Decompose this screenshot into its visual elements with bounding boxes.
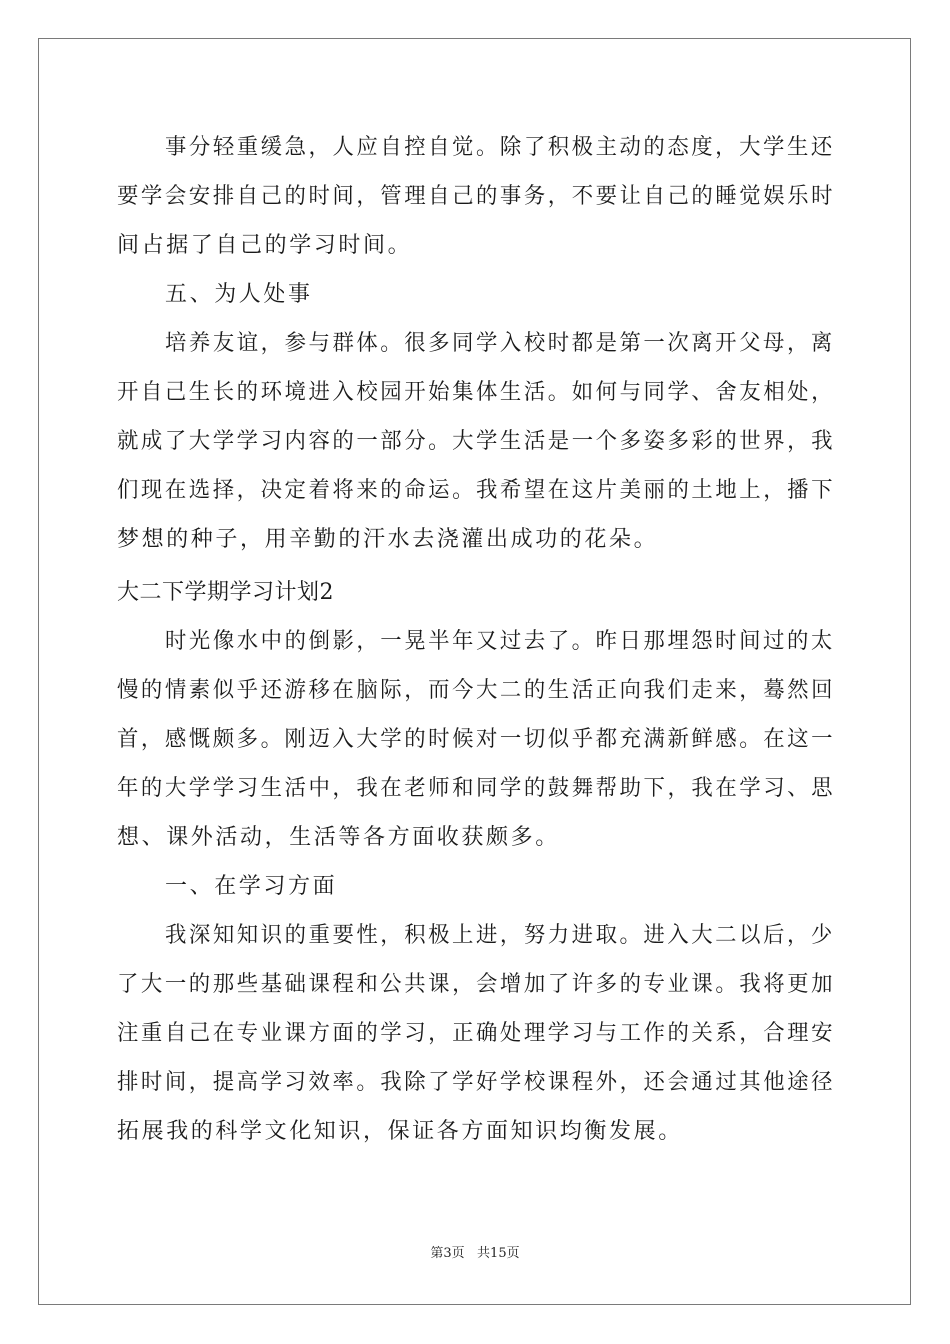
paragraph-line: 年的大学学习生活中，我在老师和同学的鼓舞帮助下，我在学习、思 <box>117 776 836 801</box>
section-heading: 五、为人处事 <box>165 282 313 307</box>
paragraph-line: 时光像水中的倒影，一晃半年又过去了。昨日那埋怨时间过的太 <box>165 629 835 654</box>
paragraph-line: 拓展我的科学文化知识，保证各方面知识均衡发展。 <box>117 1119 683 1144</box>
paragraph-line: 我深知知识的重要性，积极上进，努力进取。进入大二以后，少 <box>165 923 835 948</box>
paragraph-line: 了大一的那些基础课程和公共课，会增加了许多的专业课。我将更加 <box>117 972 836 997</box>
paragraph-line: 排时间，提高学习效率。我除了学好学校课程外，还会通过其他途径 <box>117 1070 836 1095</box>
page-border <box>38 38 911 1305</box>
paragraph-line: 首，感慨颇多。刚迈入大学的时候对一切似乎都充满新鲜感。在这一 <box>117 727 836 752</box>
page-number-footer: 第3页 共15页 <box>430 1246 520 1261</box>
paragraph-line: 培养友谊，参与群体。很多同学入校时都是第一次离开父母，离 <box>165 331 835 356</box>
paragraph-line: 要学会安排自己的时间，管理自己的事务，不要让自己的睡觉娱乐时 <box>117 184 836 209</box>
paragraph-line: 间占据了自己的学习时间。 <box>117 233 413 258</box>
paragraph-line: 慢的情素似乎还游移在脑际，而今大二的生活正向我们走来，蓦然回 <box>117 678 836 703</box>
paragraph-line: 开自己生长的环境进入校园开始集体生活。如何与同学、舍友相处， <box>117 380 836 405</box>
paragraph-line: 们现在选择，决定着将来的命运。我希望在这片美丽的土地上，播下 <box>117 478 836 503</box>
paragraph-line: 就成了大学学习内容的一部分。大学生活是一个多姿多彩的世界，我 <box>117 429 836 454</box>
paragraph-line: 想、课外活动，生活等各方面收获颇多。 <box>117 825 560 850</box>
section-heading: 一、在学习方面 <box>165 874 338 899</box>
document-title: 大二下学期学习计划2 <box>117 580 334 605</box>
paragraph-line: 注重自己在专业课方面的学习，正确处理学习与工作的关系，合理安 <box>117 1021 836 1046</box>
paragraph-line: 梦想的种子，用辛勤的汗水去浇灌出成功的花朵。 <box>117 527 659 552</box>
paragraph-line: 事分轻重缓急，人应自控自觉。除了积极主动的态度，大学生还 <box>165 135 835 160</box>
